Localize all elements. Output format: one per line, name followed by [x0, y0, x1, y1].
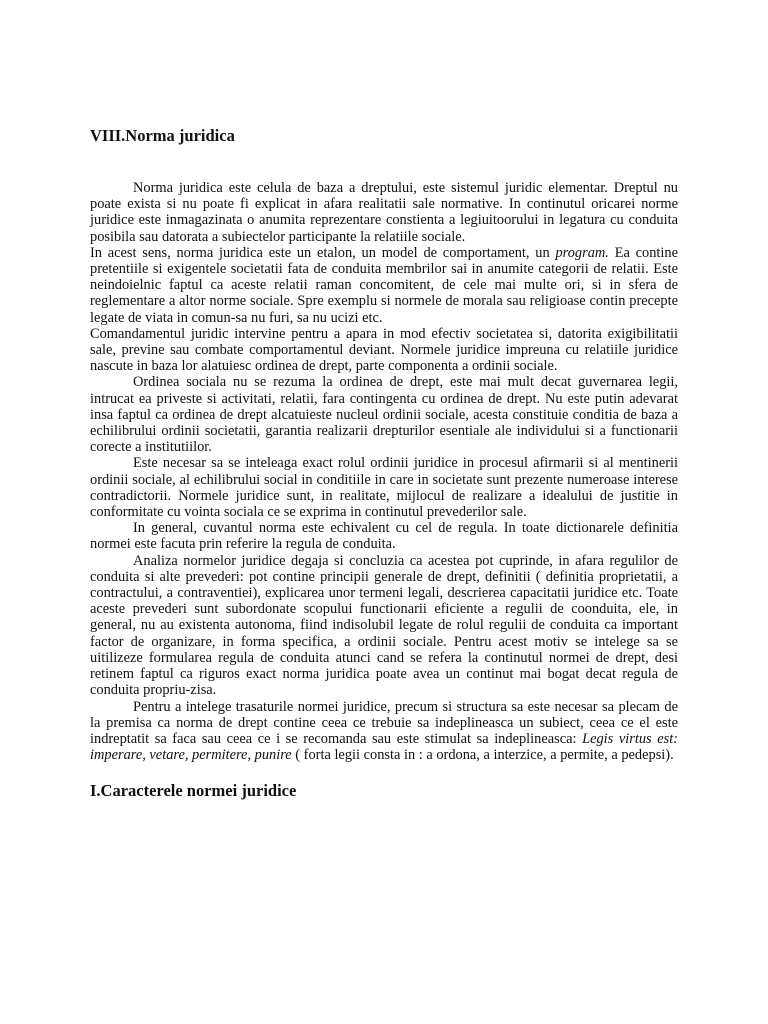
paragraph-text: Ea contine pretentiile si exigentele societatii fata de conduita membrilor sai in anumite categorii de relatii. Este neindoielnic faptul ca aceste relatii raman concomitent, de cele mai multe ori, si in sfera de reglementare a altor norme sociale. Spre exemplu si normele de morala sau religioase contin precepte legate de viata in comun-sa nu furi, sa nu ucizi etc.	[90, 244, 679, 326]
paragraph-text: In general, cuvantul norma este echivalent cu cel de regula. In toate dictionarele definitia normei este facuta prin referire la regula de conduita.	[90, 520, 678, 553]
body-paragraph	[90, 520, 678, 552]
document-title: VIII.Norma juridica	[90, 126, 235, 145]
body-paragraph	[90, 326, 678, 375]
document-page	[90, 126, 678, 801]
paragraph-text: ( forta legii consta in : a ordona, a interzice, a permite, a pedepsi).	[291, 747, 674, 764]
body-paragraph	[90, 180, 678, 245]
body-paragraph	[90, 699, 678, 764]
paragraph-text: Ordinea sociala nu se rezuma la ordinea de drept, este mai mult decat guvernarea legii, intrucat ea priveste si activitati, relatii, fara contingenta cu ordinea de drept. Nu este putin adevarat insa faptul ca ordinea de drept alcatuieste nucleul ordinii sociale, acesta constituie conditia de baza a echilibrului ordinii societatii, garantia realizarii drepturilor esentiale ale individului si a functionarii corecte a institutiilor.	[90, 374, 678, 456]
paragraph-text: Comandamentul juridic intervine pentru a apara in mod efectiv societatea si, datorita exigibilitatii sale, previne sau combate comportamentul deviant. Normele juridice impreuna cu relatiile juridice nascute in baza lor alatuiesc ordinea de drept, parte componenta a ordinii sociale.	[90, 325, 678, 375]
section-heading: I.Caracterele normei juridice	[90, 781, 297, 801]
body-paragraph	[90, 374, 678, 455]
paragraph-text: Analiza normelor juridice degaja si concluzia ca acestea pot cuprinde, in afara regulilor de conduita si alte prevederi: pot contine principii generale de drept, definitii ( definitia proprietatii, a contractului, a contraventiei), explicarea unor termeni legali, descrierea capacitatii juridice etc. Toate aceste prevederi sunt subordonate scopului functionarii eficiente a regulii de coonduita, ele, in general, nu au existenta autonoma, fiind indisolubil legate de rolul regulii de conduita ca important factor de organizare, in forma specifica, a ordinii sociale. Pentru acest motiv se intelege sa se uitilizeze formularea regula de conduita atunci cand se refera la continutul normei de drept, desi retinem faptul ca riguros exact norma juridica poate avea un continut mai bogat decat regula de conduita propriu-zisa.	[90, 552, 678, 699]
body-paragraph	[90, 455, 678, 520]
italic-text: program.	[555, 244, 609, 261]
body-paragraph	[90, 245, 678, 326]
paragraph-text: Norma juridica este celula de baza a dreptului, este sistemul juridic elementar. Dreptul nu poate exista si nu poate fi explicat in afara realitatii sale normative. In continutul oricarei norme juridice este inmagazinata o anumita reprezentare constienta a legiuitoorului in legatura cu conduita posibila sau datorata a subiectelor participante la relatiile sociale.	[90, 180, 678, 245]
italic-text: Legis virtus est: imperare, vetare, permitere, punire	[90, 730, 679, 764]
body-paragraph	[90, 553, 678, 699]
paragraph-text: Este necesar sa se inteleaga exact rolul ordinii juridice in procesul afirmarii si al mentinerii ordinii sociale, al echilibrului social in conditiile in care in societate sunt prezente numeroase interese contradictorii. Normele juridice sunt, in realitate, mijlocul de realizare a idealului de justitie in conformitate cu vointa sociala ce se exprima in continutul prevederilor sale.	[90, 455, 678, 521]
paragraph-text: Pentru a intelege trasaturile normei juridice, precum si structura sa este necesar sa plecam de la premisa ca norma de drept contine ceea ce trebuie sa indeplineasca un subiect, ceea ce el este indreptatit sa faca sau ceea ce i se recomanda sau este stimulat sa indeplineasca:	[90, 698, 678, 747]
paragraph-text: In acest sens, norma juridica este un etalon, un model de comportament, un	[90, 244, 556, 261]
document-body	[90, 180, 678, 763]
